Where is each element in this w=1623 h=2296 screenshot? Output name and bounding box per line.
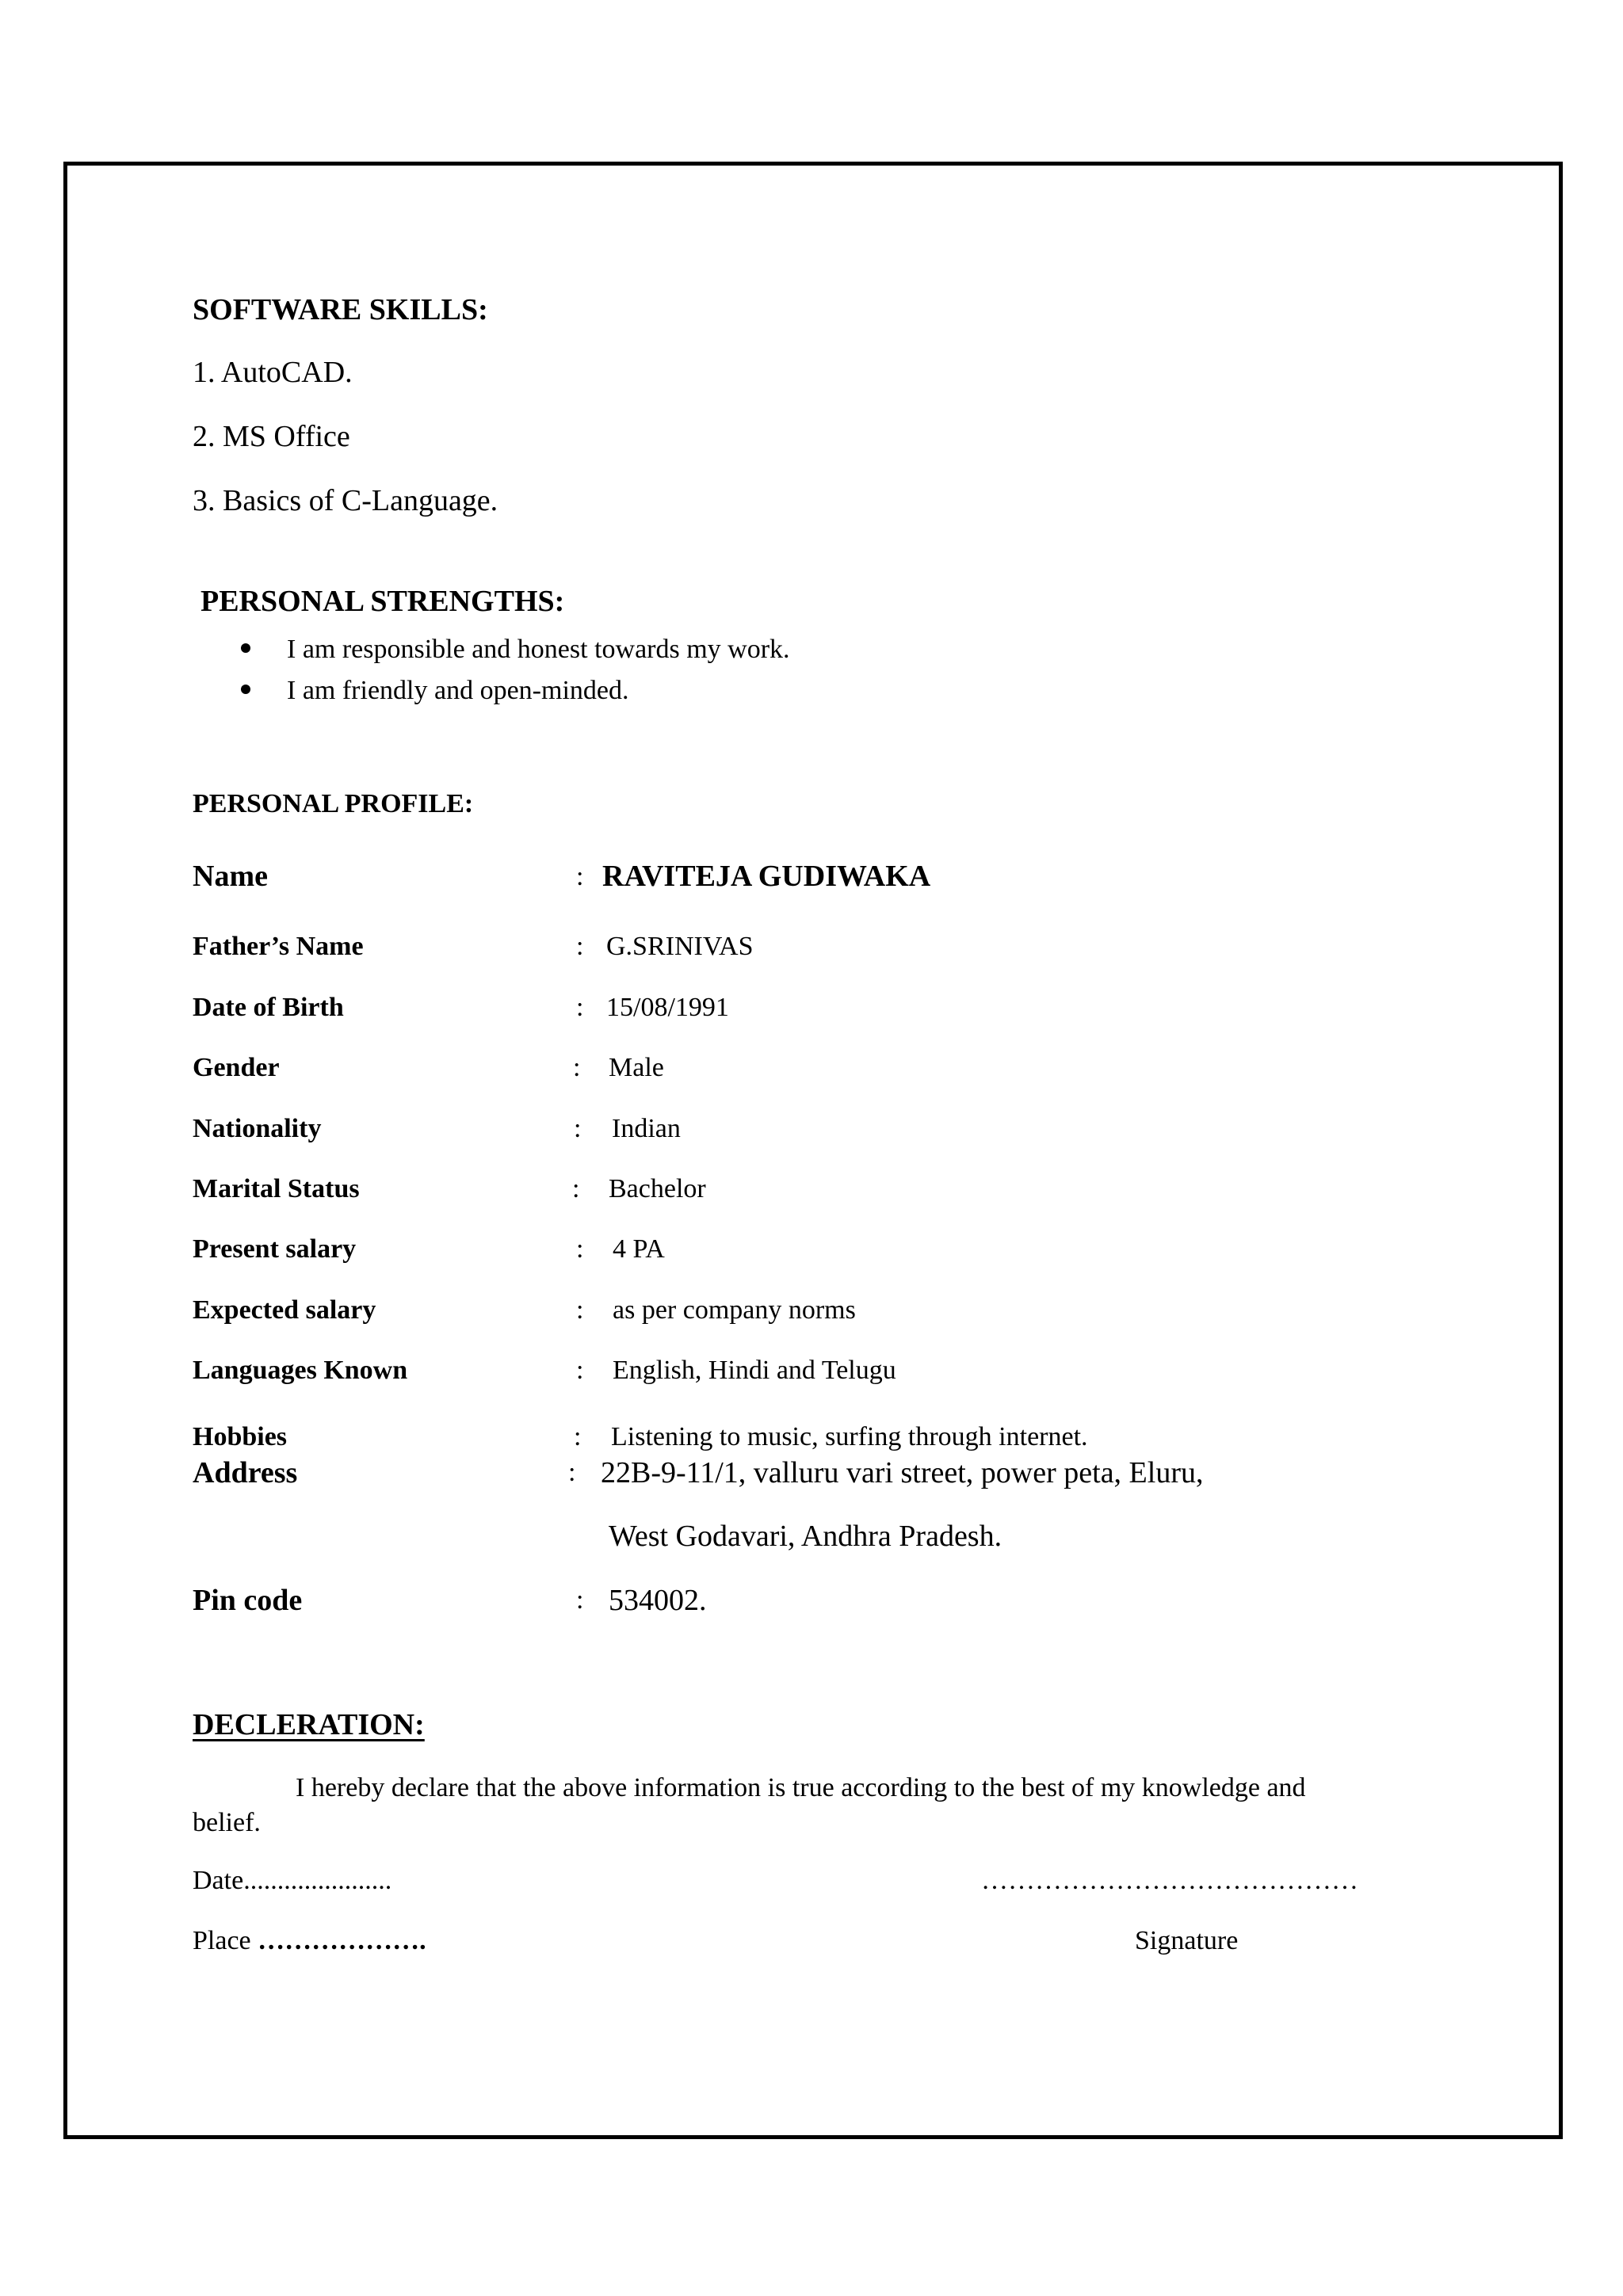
profile-label-fathers-name: Father’s Name [193,932,364,961]
profile-value-address-line2: West Godavari, Andhra Pradesh. [609,1520,1002,1553]
profile-value-name: RAVITEJA GUDIWAKA [602,860,931,893]
profile-value-fathers-name: G.SRINIVAS [606,932,754,961]
profile-value-hobbies: Listening to music, surfing through internet. [611,1422,1088,1451]
declaration-heading: DECLERATION: [193,1708,425,1741]
profile-value-present-salary: 4 PA [613,1234,665,1264]
strengths-list [241,636,790,719]
place-dots: ………………. [258,1926,426,1955]
profile-label-present-salary: Present salary [193,1234,357,1264]
page-border [63,162,1563,2139]
profile-label-languages: Languages Known [193,1356,408,1385]
software-skills-heading: SOFTWARE SKILLS: [193,293,488,326]
declaration-text-line1: I hereby declare that the above information is true according to the best of my knowledge and [296,1773,1306,1802]
profile-value-nationality: Indian [612,1114,681,1143]
profile-colon: : [576,1585,584,1615]
date-field [193,1867,391,1894]
declaration-text-line2: belief. [193,1808,261,1837]
skill-item: 2. MS Office [193,420,350,453]
profile-label-pin-code: Pin code [193,1584,303,1617]
bullet-icon [241,685,250,694]
skill-item: 1. AutoCAD. [193,356,353,389]
personal-strengths-heading: PERSONAL STRENGTHS: [200,585,565,618]
profile-colon: : [576,932,584,961]
profile-label-address: Address [193,1456,298,1489]
list-item: I am responsible and honest towards my work. [241,636,790,677]
date-dots: ...................... [243,1866,392,1895]
personal-profile-heading: PERSONAL PROFILE: [193,789,474,818]
profile-colon: : [574,1422,582,1451]
profile-label-hobbies: Hobbies [193,1422,288,1451]
profile-value-gender: Male [609,1053,664,1082]
profile-label-gender: Gender [193,1053,280,1082]
profile-label-name: Name [193,860,268,893]
profile-value-expected-salary: as per company norms [613,1295,856,1325]
profile-colon: : [574,1114,582,1143]
profile-colon: : [576,862,584,891]
profile-label-nationality: Nationality [193,1114,322,1143]
place-field [193,1928,426,1955]
profile-label-marital-status: Marital Status [193,1174,360,1203]
list-item: I am friendly and open-minded. [241,677,790,719]
profile-colon: : [576,1295,584,1325]
profile-value-languages: English, Hindi and Telugu [613,1356,896,1385]
place-label: Place [193,1926,251,1955]
profile-colon: : [576,1356,584,1385]
signature-label: Signature [1135,1926,1239,1955]
profile-value-pin-code: 534002. [609,1584,707,1617]
signature-line: …………………………………… [981,1866,1358,1895]
profile-value-address-line1: 22B-9-11/1, valluru vari street, power peta, Eluru, [601,1456,1204,1489]
profile-colon: : [576,1234,584,1264]
skill-item: 3. Basics of C-Language. [193,484,498,517]
profile-label-dob: Date of Birth [193,993,344,1022]
profile-value-dob: 15/08/1991 [606,993,729,1022]
profile-label-expected-salary: Expected salary [193,1295,376,1325]
profile-colon: : [572,1174,580,1203]
profile-colon: : [576,993,584,1022]
profile-colon: : [573,1053,581,1082]
profile-value-marital-status: Bachelor [609,1174,706,1203]
profile-colon: : [568,1458,576,1487]
date-label: Date [193,1866,244,1895]
bullet-icon [241,643,250,653]
